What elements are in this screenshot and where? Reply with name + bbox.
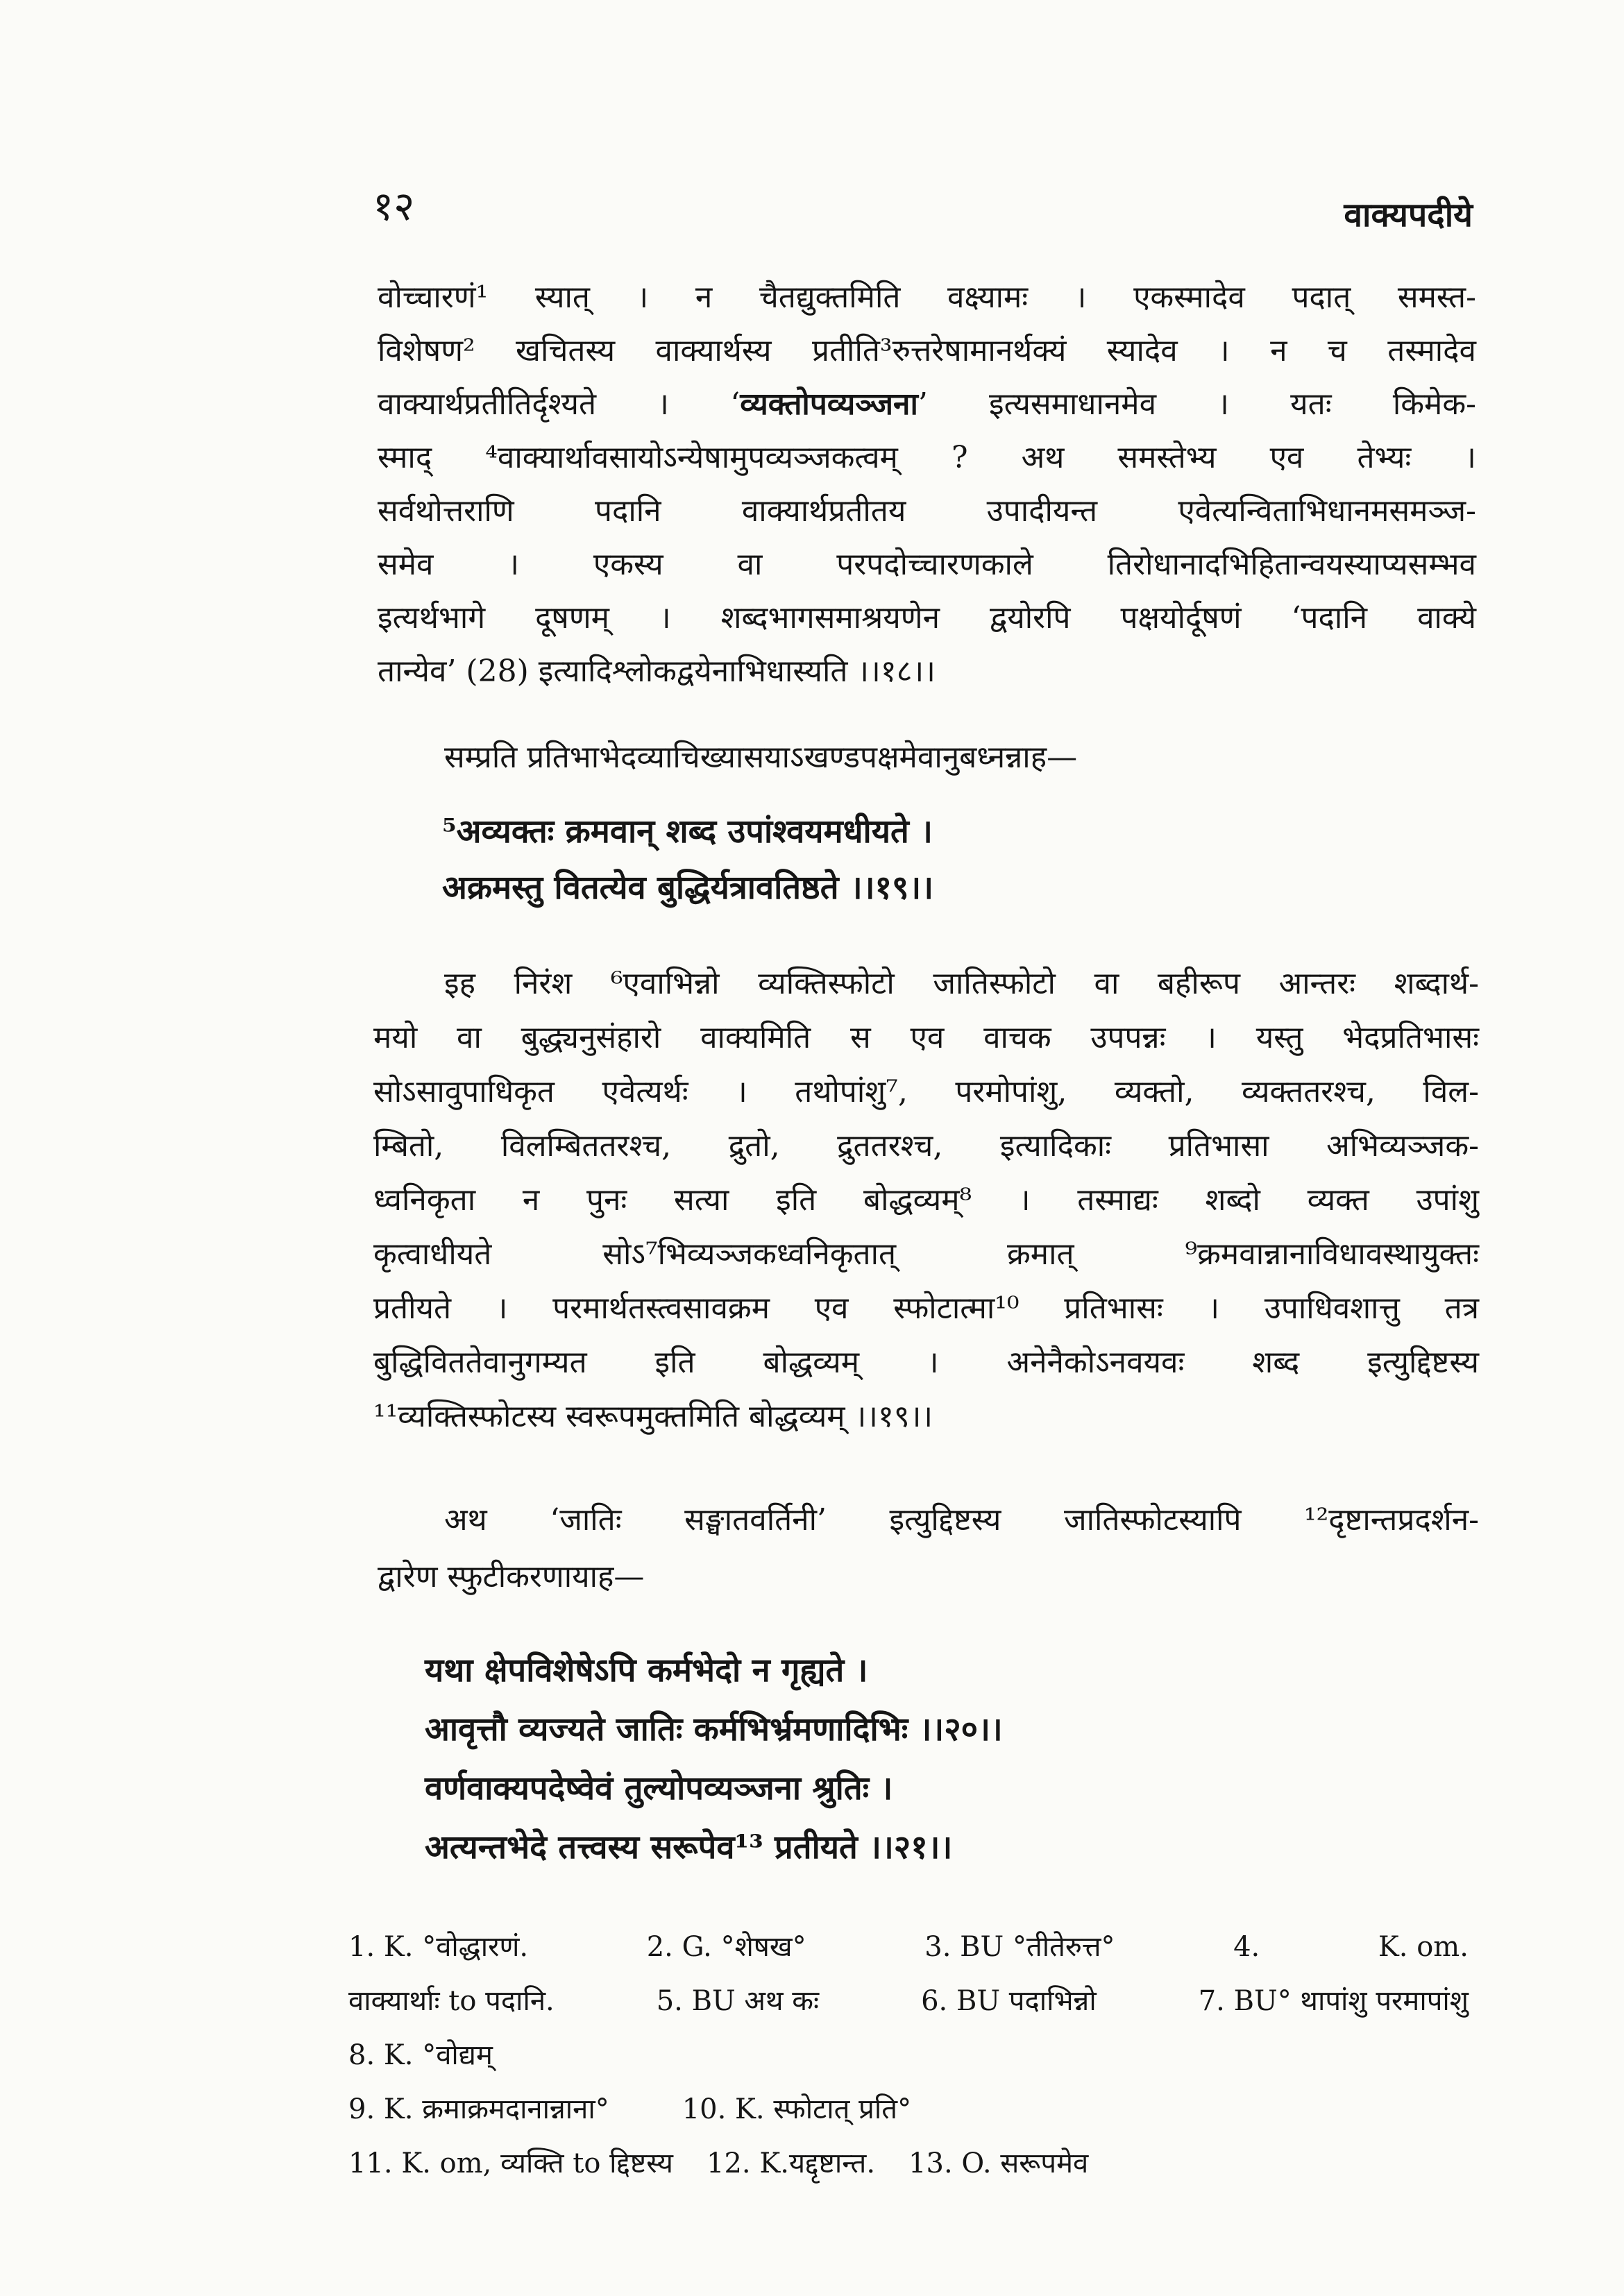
commentary-line: सोऽसावुपाधिकृत एवेत्यर्थः । तथोपांशु⁷, परमोपांशु, व्यक्तो, व्यक्ततरश्च, विल- [373, 1074, 1479, 1109]
commentary-line: स्माद् ⁴वाक्यार्थावसायोऽन्येषामुपव्यञ्जकत्वम् ? अथ समस्तेभ्य एव तेभ्यः । [378, 440, 1476, 475]
running-header: वाक्यपदीये [1344, 196, 1473, 235]
commentary-line: तान्येव’ (28) इत्यादिश्लोकद्वयेनाभिधास्यति ।।१८।। [378, 654, 936, 689]
footnote-entry: 3. BU °तीतेरुत्त° [924, 1931, 1115, 1963]
footnote-entry: 13. O. सरूपमेव [908, 2148, 1089, 2179]
verse-line: आवृत्तौ व्यज्यते जातिः कर्मभिर्भ्रमणादिभिः ।।२०।। [425, 1710, 1003, 1749]
footnote-entry: 6. BU पदाभिन्नो [921, 1985, 1097, 2017]
commentary-line: ¹¹व्यक्तिस्फोटस्य स्वरूपमुक्तमिति बोद्धव्यम् ।।१९।। [373, 1399, 933, 1434]
verse-line: यथा क्षेपविशेषेऽपि कर्मभेदो न गृह्यते । [425, 1651, 868, 1690]
footnote-line [348, 1974, 1469, 2028]
intro-line: अथ ‘जातिः सङ्घातवर्तिनी’ इत्युद्दिष्टस्य जातिस्फोटस्यापि ¹²दृष्टान्तप्रदर्शन- [444, 1502, 1479, 1538]
intro-line: सम्प्रति प्रतिभाभेदव्याचिख्यासयाऽखण्डपक्षमेवानुबध्नन्नाह— [444, 740, 1078, 775]
verse-line: अत्यन्तभेदे तत्त्वस्य सरूपेव¹³ प्रतीयते ।।२१।। [425, 1828, 953, 1866]
commentary-line: इह निरंश ⁶एवाभिन्नो व्यक्तिस्फोटो जातिस्फोटो वा बहीरूप आन्तरः शब्दार्थ- [444, 966, 1479, 1001]
page-number: १२ [373, 182, 415, 230]
emphasized-term: व्यक्तोपव्यञ्जना [740, 386, 918, 422]
intro-line: द्वारेण स्फुटीकरणायाह— [378, 1559, 645, 1595]
commentary-line: समेव । एकस्य वा परपदोच्चारणकाले तिरोधानादभिहितान्वयस्याप्यसम्भव [378, 547, 1476, 582]
footnote-line [348, 2082, 1469, 2136]
commentary-block-1 [378, 271, 1476, 698]
commentary-line: बुद्धिविततेवानुगम्यत इति बोद्धव्यम् । अनेनैकोऽनवयवः शब्द इत्युद्दिष्टस्य [373, 1345, 1479, 1380]
commentary-line: इत्यर्थभागे दूषणम् । शब्दभागसमाश्रयणेन द्वयोरपि पक्षयोर्दूषणं ‘पदानि वाक्ये [378, 600, 1476, 636]
footnote-entry: 9. K. क्रमाक्रमदानान्नाना° [348, 2093, 609, 2125]
commentary-line: ध्वनिकृता न पुनः सत्या इति बोद्धव्यम्⁸ । तस्माद्यः शब्दो व्यक्त उपांशु [373, 1182, 1479, 1218]
footnote-entry: 2. G. °शेषख° [646, 1931, 806, 1963]
footnote-entry: 7. BU° थापांशु परमापांशु [1198, 1985, 1469, 2017]
footnote-entry: 10. K. स्फोटात् प्रति° [682, 2093, 912, 2125]
footnote-line [348, 1920, 1469, 1974]
footnote-entry: 1. K. °वोद्धारणं. [348, 1931, 529, 1963]
commentary-line: कृत्वाधीयते सोऽ⁷भिव्यञ्जकध्वनिकृतात् क्रमात् ⁹क्रमवान्नानाविधावस्थायुक्तः [373, 1236, 1479, 1272]
verse-line: ⁵अव्यक्तः क्रमवान् शब्द उपांश्वयमधीयते । [442, 813, 933, 851]
commentary-line [378, 377, 1476, 431]
footnote-entry: 4. [1233, 1931, 1260, 1963]
footnote-line [348, 2136, 1469, 2191]
commentary-text: ’ इत्यसमाधानमेव । यतः किमेक- [917, 386, 1477, 422]
footnote-entry: 11. K. om, व्यक्ति to द्दिष्टस्य [348, 2148, 673, 2179]
footnote-line [348, 2028, 1469, 2082]
footnote-entry: K. om. [1378, 1931, 1469, 1963]
commentary-line: म्बितो, विलम्बिततरश्च, द्रुतो, द्रुततरश्च, इत्यादिकाः प्रतिभासा अभिव्यञ्जक- [373, 1128, 1479, 1164]
verse-introduction [444, 731, 1471, 785]
commentary-text: वाक्यार्थप्रतीतिर्दृश्यते । ‘ [378, 386, 741, 422]
commentary-line: मयो वा बुद्ध्यनुसंहारो वाक्यमिति स एव वाचक उपपन्नः । यस्तु भेदप्रतिभासः [373, 1020, 1479, 1055]
verse-introduction [378, 1492, 1479, 1606]
footnote-entry: 8. K. °वोद्यम् [348, 2039, 493, 2071]
commentary-line: विशेषण² खचितस्य वाक्यार्थस्य प्रतीति³रुत्तरेषामानर्थक्यं स्यादेव । न च तस्मादेव [378, 333, 1476, 368]
verse-line: वर्णवाक्यपदेष्वेवं तुल्योपव्यञ्जना श्रुतिः । [425, 1769, 893, 1808]
footnote-entry: वाक्यार्थाः to पदानि. [348, 1985, 555, 2017]
verses-20-21 [425, 1641, 1466, 1877]
footnote-entry: 5. BU अथ कः [656, 1985, 820, 2017]
verse-19 [442, 803, 1469, 916]
commentary-block-2 [373, 957, 1479, 1444]
commentary-line: प्रतीयते । परमार्थतस्त्वसावक्रम एव स्फोटात्मा¹⁰ प्रतिभासः । उपाधिवशात्तु तत्र [373, 1291, 1479, 1326]
verse-line: अक्रमस्तु वितत्येव बुद्धिर्यत्रावतिष्ठते ।।१९।। [442, 869, 934, 907]
commentary-line: सर्वथोत्तराणि पदानि वाक्यार्थप्रतीतय उपादीयन्त एवेत्यन्विताभिधानमसमञ्ज- [378, 493, 1476, 529]
commentary-line: वोच्चारणं¹ स्यात् । न चैतद्युक्तमिति वक्ष्यामः । एकस्मादेव पदात् समस्त- [378, 280, 1476, 315]
footnote-entry: 12. K.यद्दृष्टान्त. [707, 2148, 876, 2179]
footnotes [348, 1920, 1469, 2191]
